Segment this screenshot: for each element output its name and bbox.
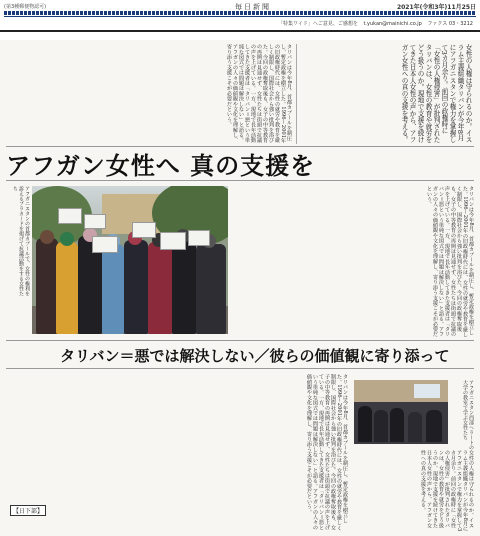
- student: [408, 412, 422, 442]
- protest-sign: [84, 214, 106, 229]
- masthead-rule: [4, 11, 476, 15]
- headline-band: [6, 149, 474, 180]
- protest-sign: [160, 232, 186, 250]
- protest-sign: [58, 208, 82, 224]
- protest-sign: [188, 230, 210, 246]
- protester: [56, 242, 78, 334]
- protester-head: [40, 230, 54, 244]
- protest-sign: [92, 236, 118, 253]
- main-headline: アフガン女性へ 真の支援を: [6, 150, 316, 180]
- protest-sign: [132, 222, 156, 238]
- student: [426, 410, 442, 442]
- body-column-bottom: タリバンは今年8月、首都カブールを制圧し、暫定政権を樹立した。1996〜2001年の旧政権時代には、女性の就労や教育を厳しく制限し、国際社会から強い批判を浴びた。今回の政権奪取後も、女子の中等教育の再開は見通せず、女性たちは街頭で抗議の声を上げている。一方、現地で長年活動してきた支援者は「タリバン＝悪という単純な図式では問題は解決しない」と語る。アフガンの人々の価値観や文化を理解し、寄り添う支援こそが必要だという。: [306, 374, 348, 531]
- section-rule: [6, 340, 474, 341]
- student: [374, 410, 388, 442]
- section-rule: [6, 180, 474, 181]
- subheadline: タリバン＝悪では解決しない／彼らの価値観に寄り添って: [60, 347, 450, 365]
- lead-paragraph: 女性の人権は守られるのか。イスラム主義組織タリバンが今年8月にアフガニスタンで権力を掌握して3カ月余り。前回の政権時に「女性の人権侵害」が批判されたタリバンは、女性の教育や就労をどう扱うのか。現地で支援を続けてきた日本人女性の声から、アフガン女性への真の支援を考える。: [400, 44, 472, 143]
- protest-photo: [32, 186, 228, 334]
- postal-note: (第3種郵便物認可): [4, 4, 47, 10]
- protester-head: [60, 232, 74, 246]
- protester: [124, 240, 148, 334]
- masthead-rule-thin: [4, 16, 476, 17]
- protester: [36, 238, 58, 334]
- photo-screen: [414, 384, 440, 398]
- photo2-caption: アフガニスタン西部ヘラートの大学の教室で学ぶ女性たち: [462, 380, 474, 450]
- byline: 【日下部】: [10, 505, 46, 516]
- protester: [102, 244, 124, 334]
- issue-date: 2021年(令和3年)11月25日: [396, 4, 476, 11]
- student: [390, 408, 404, 442]
- classroom-photo: [354, 380, 448, 444]
- contact-prompt: 「特集ワイド」へご意見、ご感想を: [278, 21, 358, 27]
- contact-line: [278, 20, 477, 27]
- top-divider: [0, 30, 480, 32]
- paper-name: 毎日新聞: [235, 3, 271, 11]
- body-column-middle: タリバンは今年8月、首都カブールを制圧し、暫定政権を樹立した。1996〜2001年の旧政権時代には、女性の就労や教育を厳しく制限し、国際社会から強い批判を浴びた。今回の政権奪取後も、女子の中等教育の再開は見通せず、女性たちは街頭で抗議の声を上げている。一方、現地で長年活動してきた支援者は「タリバン＝悪という単純な図式では問題は解決しない」と語る。アフガンの人々の価値観や文化を理解し、寄り添う支援こそが必要だという。: [426, 186, 474, 338]
- protester: [148, 242, 172, 334]
- body-column-bottom-right: 女性の人権は守られるのか。イスラム主義組織タリバンが今年8月にアフガニスタンで権力を掌握して3カ月余り。前回の政権時に「女性の人権侵害」が批判されたタリバンは、女性の教育や就労をどう扱うのか。現地で支援を続けてきた日本人女性の声から、アフガン女性への真の支援を考える。: [420, 450, 474, 532]
- column-divider: [296, 44, 297, 144]
- student: [358, 406, 372, 442]
- body-column-top: タリバンは今年8月、首都カブールを制圧し、暫定政権を樹立した。1996〜2001年の旧政権時代には、女性の就労や教育を厳しく制限し、国際社会から強い批判を浴びた。今回の政権奪取後も、女子の中等教育の再開は見通せず、女性たちは街頭で抗議の声を上げている。一方、現地で長年活動してきた支援者は「タリバン＝悪という単純な図式では問題は解決しない」と語る。アフガンの人々の価値観や文化を理解し、寄り添う支援こそが必要だという。: [226, 44, 292, 144]
- contact-email: t.yukan@mainichi.co.jp: [363, 21, 422, 27]
- section-rule: [6, 368, 474, 369]
- protester: [172, 238, 196, 334]
- protester: [196, 244, 226, 334]
- masthead: [0, 0, 480, 40]
- contact-fax: ファクス 03・3212: [427, 21, 473, 27]
- photo-caption: アフガニスタンの首都カブールで、女性の権利を訴えるプラカードを掲げて抗議活動をする女性たち: [12, 186, 30, 296]
